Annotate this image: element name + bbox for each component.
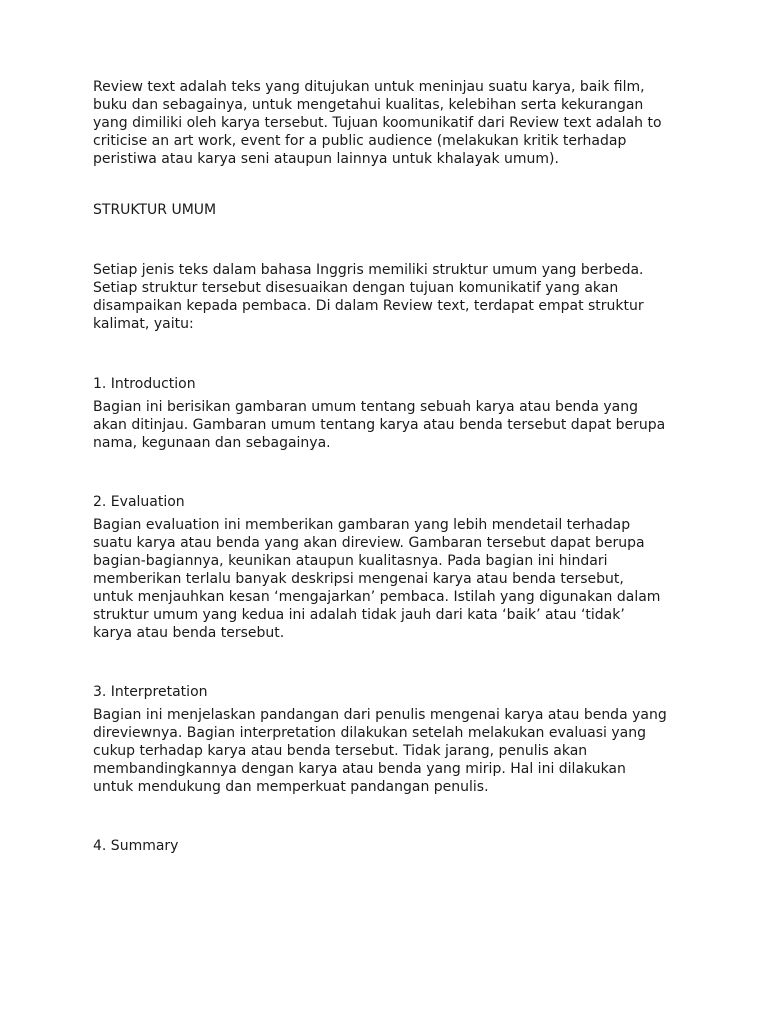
section-heading: 1. Introduction	[93, 376, 196, 392]
section-heading: 3. Interpretation	[93, 684, 208, 700]
intro-paragraph: Review text adalah teks yang ditujukan untuk meninjau suatu karya, baik film, buku dan sebagainya, untuk mengetahui kualitas, kelebihan serta kekurangan yang dimiliki oleh karya tersebut. Tujuan koomunikatif dari Review text adalah to criticise an art work, event for a public audience (melakukan kritik terhadap peristiwa atau karya seni ataupun lainnya untuk khalayak umum).	[93, 79, 662, 167]
section-body: Bagian ini berisikan gambaran umum tentang sebuah karya atau benda yang akan ditinjau. Gambaran umum tentang karya atau benda tersebut dapat berupa nama, kegunaan dan sebagainya.	[93, 399, 666, 451]
section-heading: 2. Evaluation	[93, 494, 185, 510]
structure-paragraph: Setiap jenis teks dalam bahasa Inggris memiliki struktur umum yang berbeda. Setiap struktur tersebut disesuaikan dengan tujuan komunikatif yang akan disampaikan kepada pembaca. Di dalam Review text, terdapat empat struktur kalimat, yaitu:	[93, 262, 644, 332]
section-evaluation	[93, 493, 693, 642]
section-heading: 4. Summary	[93, 838, 179, 854]
section-body: Bagian evaluation ini memberikan gambaran yang lebih mendetail terhadap suatu karya atau benda yang akan direview. Gambaran tersebut dapat berupa bagian-bagiannya, keunikan ataupun kualitasnya. Pada bagian ini hindari memberikan terlalu banyak deskripsi mengenai karya atau benda tersebut, untuk menjauhkan kesan ‘mengajarkan’ pembaca. Istilah yang digunakan dalam struktur umum yang kedua ini adalah tidak jauh dari kata ‘baik’ atau ‘tidak’ karya atau benda tersebut.	[93, 517, 661, 641]
section-interpretation	[93, 683, 693, 796]
section-summary	[93, 837, 693, 855]
section-introduction	[93, 375, 693, 452]
structure-title: STRUKTUR UMUM	[93, 202, 217, 218]
section-body: Bagian ini menjelaskan pandangan dari penulis mengenai karya atau benda yang direviewnya. Bagian interpretation dilakukan setelah melakukan evaluasi yang cukup terhadap karya atau benda tersebut. Tidak jarang, penulis akan membandingkannya dengan karya atau benda yang mirip. Hal ini dilakukan untuk mendukung dan memperkuat pandangan penulis.	[93, 707, 667, 795]
document-page	[93, 78, 693, 896]
